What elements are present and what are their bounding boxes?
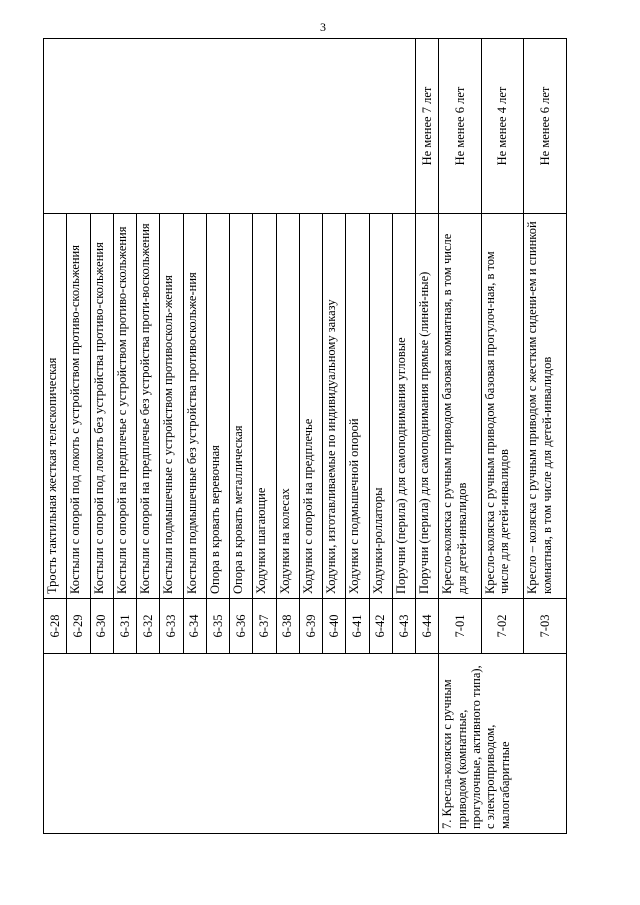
device-name: Ходунки на колесах bbox=[276, 214, 299, 599]
device-name: Костыли с опорой под локоть с устройством противо-скольжения bbox=[67, 214, 90, 599]
device-code: 6-38 bbox=[276, 599, 299, 654]
device-name: Опора в кровать веревочная bbox=[206, 214, 229, 599]
device-code: 6-34 bbox=[183, 599, 206, 654]
device-code: 6-28 bbox=[44, 599, 67, 654]
category-cell: 7. Кресла-коляски с ручным приводом (комнатные, прогулочные, активного типа), с электроприводом, малогабаритные bbox=[439, 654, 567, 834]
device-name: Костыли с опорой под локоть без устройства противо-скольжения bbox=[90, 214, 113, 599]
period-cell bbox=[44, 39, 416, 214]
device-name: Кресло-коляска с ручным приводом базовая комнатная, в том числе для детей-инвалидов bbox=[439, 214, 482, 599]
device-code: 6-30 bbox=[90, 599, 113, 654]
device-code: 6-42 bbox=[369, 599, 392, 654]
device-name: Трость тактильная жесткая телескопическая bbox=[44, 214, 67, 599]
device-name: Кресло – коляска с ручным приводом с жестким сидени-ем и спинкой комнатная, в том числе для детей-инвалидов bbox=[524, 214, 567, 599]
service-period: Не менее 6 лет bbox=[524, 39, 567, 214]
table-row bbox=[44, 39, 67, 834]
device-code: 6-39 bbox=[299, 599, 322, 654]
device-code: 6-41 bbox=[346, 599, 369, 654]
device-code: 6-31 bbox=[113, 599, 136, 654]
device-name: Поручни (перила) для самоподнимания угловые bbox=[392, 214, 415, 599]
device-name: Костыли с опорой на предплечье без устройства проти-воскольжения bbox=[137, 214, 160, 599]
device-name: Костыли подмышечные с устройством противосколь-жения bbox=[160, 214, 183, 599]
device-code: 7-01 bbox=[439, 599, 482, 654]
device-code: 6-35 bbox=[206, 599, 229, 654]
device-code: 7-03 bbox=[524, 599, 567, 654]
service-period: Не менее 7 лет bbox=[416, 39, 439, 214]
device-name: Ходунки-роллаторы bbox=[369, 214, 392, 599]
device-code: 6-43 bbox=[392, 599, 415, 654]
table-row bbox=[439, 39, 482, 834]
device-code: 6-36 bbox=[230, 599, 253, 654]
device-code: 6-40 bbox=[323, 599, 346, 654]
device-name: Костыли с опорой на предплечье с устройством противо-скольжения bbox=[113, 214, 136, 599]
service-period: Не менее 4 лет bbox=[481, 39, 524, 214]
assistive-devices-table bbox=[43, 38, 567, 834]
device-name: Ходунки с подмышечной опорой bbox=[346, 214, 369, 599]
device-code: 6-37 bbox=[253, 599, 276, 654]
device-name: Ходунки, изготавливаемые по индивидуальному заказу bbox=[323, 214, 346, 599]
device-name: Поручни (перила) для самоподнимания прямые (линей-ные) bbox=[416, 214, 439, 599]
device-name: Опора в кровать металлическая bbox=[230, 214, 253, 599]
device-code: 6-29 bbox=[67, 599, 90, 654]
table-wrap bbox=[43, 39, 567, 834]
device-name: Кресло-коляска с ручным приводом базовая прогулоч-ная, в том числе для детей-инвалидов bbox=[481, 214, 524, 599]
category-cell bbox=[44, 654, 439, 834]
device-name: Ходунки шагающие bbox=[253, 214, 276, 599]
device-code: 7-02 bbox=[481, 599, 524, 654]
device-code: 6-44 bbox=[416, 599, 439, 654]
device-name: Костыли подмышечные без устройства противоскольже-ния bbox=[183, 214, 206, 599]
service-period: Не менее 6 лет bbox=[439, 39, 482, 214]
device-name: Ходунки с опорой на предплечье bbox=[299, 214, 322, 599]
device-code: 6-32 bbox=[137, 599, 160, 654]
device-code: 6-33 bbox=[160, 599, 183, 654]
page-number: 3 bbox=[320, 20, 326, 34]
table-stage bbox=[43, 39, 567, 834]
